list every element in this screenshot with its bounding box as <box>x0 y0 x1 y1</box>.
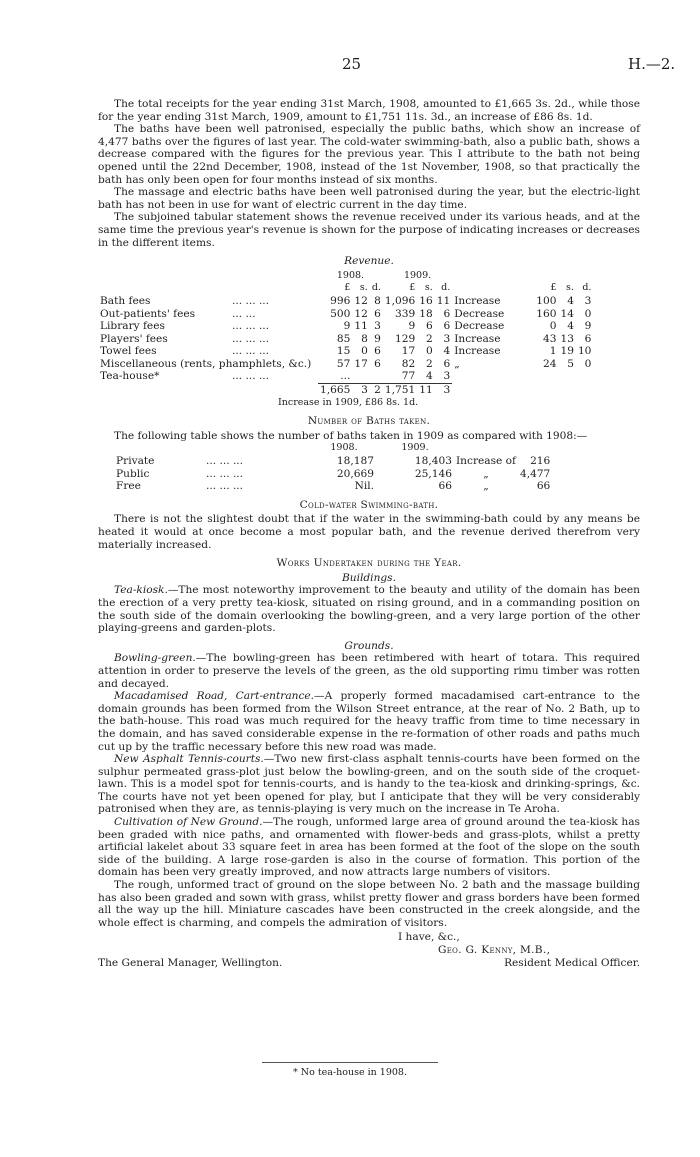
amount-1908-shillings: 0 <box>361 345 368 358</box>
bowling-label: Bowling-green. <box>114 652 196 665</box>
total-1909-pounds: 1,751 <box>384 384 416 397</box>
revenue-item: Players' fees <box>100 332 168 345</box>
road-label: Macadamised Road, Cart-entrance. <box>114 690 315 703</box>
revenue-year-1909: 1909. <box>403 269 432 281</box>
revenue-heading: Revenue. <box>344 255 394 268</box>
amount-1908-pounds: 15 <box>336 345 351 358</box>
footnote: * No tea-house in 1908. <box>293 1067 407 1078</box>
baths-dots: ... ... ... <box>206 467 244 480</box>
amount-1909-pence: 6 <box>443 357 451 370</box>
amount-1908-pounds: 85 <box>336 332 351 345</box>
change-pence: 9 <box>584 320 592 333</box>
amount-1909-shillings: 16 <box>419 294 433 307</box>
road-paragraph <box>98 690 640 753</box>
tennis-paragraph <box>98 753 640 816</box>
baths-dots: ... ... ... <box>206 480 244 493</box>
amount-1909-shillings: 18 <box>419 307 433 320</box>
lsd-pounds-c: £ <box>550 282 557 294</box>
change-pounds: 100 <box>536 294 557 307</box>
footnote-rule <box>262 1062 438 1063</box>
baths-item: Free <box>116 480 141 493</box>
baths-1908: Nil. <box>354 480 374 493</box>
change-label: Decrease <box>454 320 505 333</box>
signature-footer-line <box>98 957 640 970</box>
baths-1909: 18,403 <box>414 455 452 468</box>
amount-1908-shillings: 11 <box>354 320 368 333</box>
revenue-dots: ... ... ... <box>232 294 270 307</box>
revenue-row <box>98 320 593 333</box>
baths-1909: 66 <box>438 480 452 493</box>
paragraph-baths-patronised: The baths have been well patronised, especially the public baths, which show an increase of 4,477 baths over the figures of last year. The cold-water swimming-bath, also a public bath, shows a decrease compared with the figures for the previous year. This I attribute to the bath not being opened until the 22nd December, 1908, instead of the 1st November, 1908, so that practically the bath has only been open for four months instead of six months. <box>98 123 640 186</box>
works-heading: Works Undertaken during the Year. <box>276 557 462 570</box>
amount-1908-shillings: 12 <box>354 307 368 320</box>
amount-1909-shillings: 2 <box>425 357 433 370</box>
signatory-name: Geo. G. Kenny, M.B., <box>438 944 551 956</box>
amount-1908-pence <box>370 370 383 383</box>
baths-1909: 25,146 <box>414 467 452 480</box>
amount-1908-shillings: 17 <box>354 357 368 370</box>
lsd-pence-a: d. <box>371 282 381 294</box>
amount-1908-pounds: 57 <box>336 357 351 370</box>
cultivation-label: Cultivation of New Ground. <box>114 816 263 829</box>
revenue-item: Miscellaneous (rents, phamphlets, &c.) <box>100 357 312 370</box>
buildings-heading: Buildings. <box>342 571 396 584</box>
revenue-row <box>98 333 593 346</box>
amount-1909-pence: 11 <box>436 294 451 307</box>
change-label <box>452 370 534 383</box>
change-shillings: 4 <box>567 320 574 333</box>
revenue-item: Library fees <box>100 320 165 333</box>
amount-1908-pence: 6 <box>374 345 381 358</box>
revenue-row <box>98 345 593 358</box>
baths-dots: ... ... ... <box>206 455 244 468</box>
grounds-heading: Grounds. <box>344 639 394 652</box>
change-pence: 0 <box>584 357 592 370</box>
lsd-pence-c: d. <box>582 282 592 294</box>
lsd-shillings-b: s. <box>424 282 433 294</box>
amount-1909-pounds: 339 <box>395 307 416 320</box>
baths-change: 4,477 <box>519 467 551 480</box>
baths-year-1908: 1908. <box>330 442 358 454</box>
change-pence <box>576 370 593 383</box>
revenue-dots: ... ... ... <box>232 332 270 345</box>
amount-1909-shillings: 4 <box>425 370 433 383</box>
amount-1909-shillings: 6 <box>425 320 433 333</box>
change-label: Increase <box>454 294 501 307</box>
change-pence: 10 <box>577 345 592 358</box>
baths-change-label: „ <box>483 467 489 480</box>
change-shillings: 14 <box>560 307 574 320</box>
total-1908-pounds: 1,665 <box>320 384 351 397</box>
revenue-row <box>98 295 593 308</box>
amount-1909-pounds: 77 <box>401 370 416 383</box>
tennis-label: New Asphalt Tennis-courts. <box>114 753 264 766</box>
lsd-pounds-b: £ <box>409 282 416 294</box>
revenue-total-row <box>98 384 593 397</box>
amount-1909-pounds: 82 <box>401 357 416 370</box>
tea-kiosk-paragraph <box>98 584 640 634</box>
addressee: The General Manager, Wellington. <box>98 956 283 969</box>
baths-row <box>114 455 552 468</box>
final-paragraph: The rough, unformed tract of ground on the slope between No. 2 bath and the massage building has also been graded and sown with grass, whilst pretty flower and grass borders have been formed all the way up the hill. Miniature cascades have been constructed in the creek alongside, and the whole effect is charming, and compels the admiration of visitors. <box>98 879 640 929</box>
bowling-paragraph <box>98 652 640 690</box>
revenue-dots: ... ... ... <box>232 320 270 333</box>
tea-kiosk-label: Tea-kiosk. <box>114 584 168 597</box>
total-1908-pence: 2 <box>370 384 383 397</box>
change-label: Increase <box>454 345 501 358</box>
revenue-year-1908: 1908. <box>336 269 365 281</box>
amount-1908-pence: 3 <box>374 320 381 333</box>
revenue-dots: ... ... ... <box>232 370 270 383</box>
change-pence: 3 <box>584 294 592 307</box>
signatory-title: Resident Medical Officer. <box>504 956 640 969</box>
lsd-shillings-c: s. <box>566 282 574 294</box>
lsd-pence-b: d. <box>441 282 451 294</box>
cold-water-heading: Cold-water Swimming-bath. <box>299 498 439 511</box>
amount-1908-shillings: 12 <box>354 294 368 307</box>
tennis-text: —Two new first-class asphalt tennis-courts have been formed on the sulphur permeated grass-plot just below the bowling-green, and on the south side of the croquet-lawn. This is a model spot for tennis-courts, and is handy to the tea-kiosk and drinking-springs, &c. The courts have not yet been opened for play, but I anticipate that they will be very considerably patronised when they are, as tennis-playing is very much on the increase in Te Aroha. <box>98 753 640 816</box>
revenue-increase-note: Increase in 1909, £86 8s. 1d. <box>278 396 419 408</box>
baths-1908: 18,187 <box>336 455 374 468</box>
revenue-row <box>98 308 593 321</box>
change-shillings: 4 <box>567 294 574 307</box>
amount-1909-pounds: 9 <box>408 320 416 333</box>
lsd-shillings-a: s. <box>359 282 368 294</box>
amount-1908-pence: 8 <box>374 294 381 307</box>
revenue-item: Bath fees <box>100 294 151 307</box>
change-pounds: 1 <box>549 345 557 358</box>
baths-row <box>114 480 552 493</box>
tea-kiosk-text: —The most noteworthy improvement to the beauty and utility of the domain has been the erection of a very pretty tea-kiosk, situated on rising ground, and in a commanding position on the south side of the domain overlooking the bowling-green, and a very large portion of the other playing-greens and garden-plots. <box>98 584 640 635</box>
paragraph-receipts: The total receipts for the year ending 31st March, 1908, amounted to £1,665 3s. 2d., while those for the year ending 31st March, 1909, amount to £1,751 11s. 3d., an increase of £86 8s. 1d. <box>98 98 640 123</box>
amount-1909-shillings: 0 <box>425 345 433 358</box>
change-pounds: 24 <box>542 357 557 370</box>
amount-1908-pence: 9 <box>374 332 381 345</box>
amount-1909-pence: 6 <box>443 307 451 320</box>
cultivation-text: —The rough, unformed large area of ground around the tea-kiosk has been graded with nice paths, and ornamented with flower-beds and grass-plots, whilst a pretty artificial lakelet about 33 square feet in area has been formed at the foot of the slope on the south side of the building. A large rose-garden is also in the course of formation. This portion of the domain has been very greatly improved, and now attracts large numbers of visitors. <box>98 816 640 879</box>
revenue-dots: ... ... <box>232 307 256 320</box>
cold-water-text: There is not the slightest doubt that if the water in the swimming-bath could by any means be heated it would at once become a most popular bath, and the revenue derived therefrom very materially increased. <box>98 513 640 551</box>
change-pounds: 160 <box>536 307 557 320</box>
page-number: 25 <box>342 55 362 73</box>
baths-1908: 20,669 <box>336 467 374 480</box>
document-body <box>98 98 640 969</box>
amount-1908-pounds: ... <box>340 370 351 383</box>
amount-1908-pounds: 500 <box>330 307 351 320</box>
baths-intro: The following table shows the number of baths taken in 1909 as compared with 1908:— <box>114 429 588 442</box>
cultivation-paragraph <box>98 816 640 879</box>
change-shillings: 13 <box>560 332 574 345</box>
amount-1908-pence: 6 <box>374 307 381 320</box>
baths-year-1909: 1909. <box>401 442 429 454</box>
change-pence: 6 <box>584 332 592 345</box>
baths-change-label: „ <box>483 480 489 493</box>
amount-1908-pounds: 9 <box>343 320 351 333</box>
baths-change: 216 <box>530 455 551 468</box>
baths-heading: Number of Baths taken. <box>307 415 431 428</box>
change-shillings <box>558 370 575 383</box>
change-pounds: 0 <box>549 320 557 333</box>
change-pence: 0 <box>584 307 592 320</box>
amount-1909-pence: 6 <box>443 320 451 333</box>
amount-1909-pounds: 17 <box>401 345 416 358</box>
revenue-item: Out-patients' fees <box>100 307 196 320</box>
amount-1908-shillings <box>352 370 369 383</box>
document-code: H.—2. <box>628 55 676 73</box>
amount-1909-pence: 3 <box>443 370 451 383</box>
road-text: —A properly formed macadamised cart-entrance to the domain grounds has been formed from the Wilson Street entrance, at the rear of No. 2 Bath, up to the bath-house. This road was much required for the heavy traffic from time to time necessary in the domain, and has saved considerable expense in the re-formation of other roads and paths much cut up by the traffic necessary before this new road was made. <box>98 690 641 753</box>
baths-item: Public <box>116 467 150 480</box>
baths-item: Private <box>116 455 155 468</box>
total-1908-shillings: 3 <box>352 384 369 397</box>
baths-change-label: Increase of <box>456 455 516 468</box>
amount-1908-shillings: 8 <box>361 332 368 345</box>
change-shillings: 5 <box>567 357 574 370</box>
baths-change: 66 <box>536 480 551 493</box>
change-pounds: 43 <box>542 332 557 345</box>
baths-row <box>114 468 552 481</box>
revenue-year-row <box>98 270 593 283</box>
change-label: Increase <box>454 332 501 345</box>
amount-1909-pence: 4 <box>443 345 451 358</box>
amount-1909-shillings: 2 <box>425 332 433 345</box>
revenue-lsd-row <box>98 282 593 295</box>
bowling-text: —The bowling-green has been retimbered with heart of totara. This required attention in order to preserve the levels of the green, as the old supporting rimu timber was rotten and decayed. <box>98 652 640 690</box>
revenue-table <box>98 270 593 397</box>
lsd-pounds-a: £ <box>344 282 351 294</box>
amount-1908-pence: 6 <box>374 357 381 370</box>
amount-1908-pounds: 996 <box>330 294 351 307</box>
change-label: Decrease <box>454 307 505 320</box>
amount-1909-pounds: 1,096 <box>384 294 416 307</box>
baths-year-row <box>114 442 552 455</box>
paragraph-tabular-statement: The subjoined tabular statement shows the revenue received under its various heads, and at the same time the previous year's revenue is shown for the purpose of indicating increases or decreases in the different items. <box>98 211 640 249</box>
amount-1909-pence: 3 <box>443 332 451 345</box>
revenue-item: Towel fees <box>100 345 157 358</box>
revenue-row <box>98 370 593 383</box>
revenue-dots: ... ... ... <box>232 345 270 358</box>
baths-table <box>114 442 552 492</box>
revenue-row <box>98 358 593 371</box>
paragraph-massage-electric: The massage and electric baths have been well patronised during the year, but the electric-light bath has not been in use for want of electric current in the day time. <box>98 186 640 211</box>
amount-1909-pounds: 129 <box>395 332 416 345</box>
change-pounds <box>534 370 558 383</box>
change-shillings: 19 <box>560 345 574 358</box>
revenue-item: Tea-house* <box>100 370 160 383</box>
total-1909-shillings: 11 <box>419 384 433 397</box>
total-1909-pence: 3 <box>435 384 452 397</box>
closing: I have, &c., <box>398 931 460 944</box>
change-label: „ <box>454 357 460 370</box>
